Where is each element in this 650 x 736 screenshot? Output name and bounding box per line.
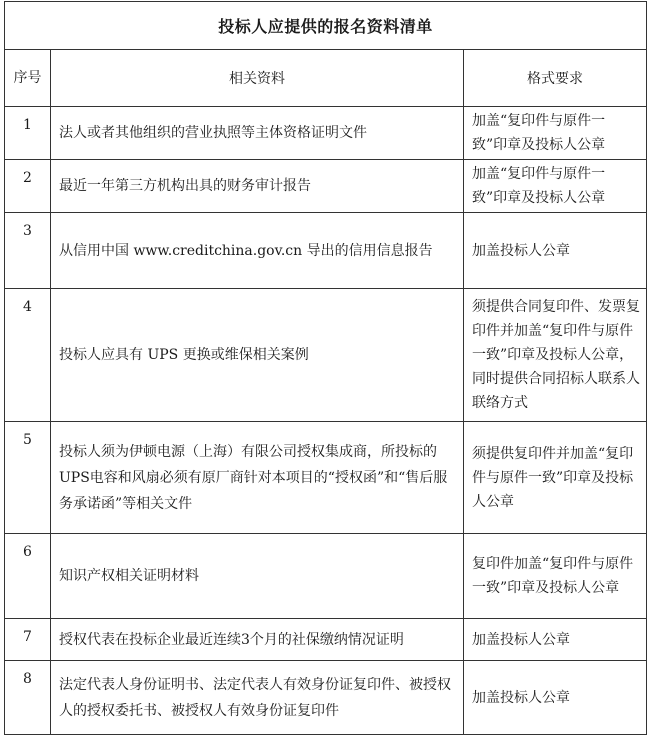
row-materials: 法人或者其他组织的营业执照等主体资格证明文件	[51, 107, 464, 160]
row-format: 加盖投标人公章	[464, 619, 647, 661]
table-row	[5, 422, 647, 534]
row-format: 加盖投标人公章	[464, 661, 647, 735]
row-format: 加盖“复印件与原件一致”印章及投标人公章	[464, 107, 647, 160]
header-materials: 相关资料	[51, 50, 464, 107]
row-seq: 5	[5, 422, 51, 534]
table-title: 投标人应提供的报名资料清单	[5, 2, 647, 50]
row-materials: 授权代表在投标企业最近连续3个月的社保缴纳情况证明	[51, 619, 464, 661]
header-seq: 序号	[5, 50, 51, 107]
registration-materials-table	[4, 1, 647, 735]
header-row	[5, 50, 647, 107]
row-seq: 7	[5, 619, 51, 661]
row-format: 加盖“复印件与原件一致”印章及投标人公章	[464, 160, 647, 213]
row-materials: 法定代表人身份证明书、法定代表人有效身份证复印件、被授权人的授权委托书、被授权人有效身份证复印件	[51, 661, 464, 735]
title-row	[5, 2, 647, 50]
row-materials: 知识产权相关证明材料	[51, 534, 464, 619]
table-row	[5, 534, 647, 619]
row-format: 须提供合同复印件、发票复印件并加盖“复印件与原件一致”印章及投标人公章，同时提供合同招标人联系人联络方式	[464, 289, 647, 422]
table-row	[5, 160, 647, 213]
row-seq: 4	[5, 289, 51, 422]
row-format: 须提供复印件并加盖“复印件与原件一致”印章及投标人公章	[464, 422, 647, 534]
table-row	[5, 619, 647, 661]
row-seq: 1	[5, 107, 51, 160]
row-seq: 6	[5, 534, 51, 619]
table-row	[5, 107, 647, 160]
header-format: 格式要求	[464, 50, 647, 107]
table-row	[5, 289, 647, 422]
row-seq: 3	[5, 213, 51, 289]
row-materials: 投标人须为伊顿电源（上海）有限公司授权集成商，所投标的UPS电容和风扇必须有原厂商针对本项目的“授权函”和“售后服务承诺函”等相关文件	[51, 422, 464, 534]
row-materials: 投标人应具有 UPS 更换或维保相关案例	[51, 289, 464, 422]
row-seq: 8	[5, 661, 51, 735]
row-format: 加盖投标人公章	[464, 213, 647, 289]
row-materials: 最近一年第三方机构出具的财务审计报告	[51, 160, 464, 213]
row-materials: 从信用中国 www.creditchina.gov.cn 导出的信用信息报告	[51, 213, 464, 289]
table-row	[5, 661, 647, 735]
row-seq: 2	[5, 160, 51, 213]
row-format: 复印件加盖“复印件与原件一致”印章及投标人公章	[464, 534, 647, 619]
table-row	[5, 213, 647, 289]
